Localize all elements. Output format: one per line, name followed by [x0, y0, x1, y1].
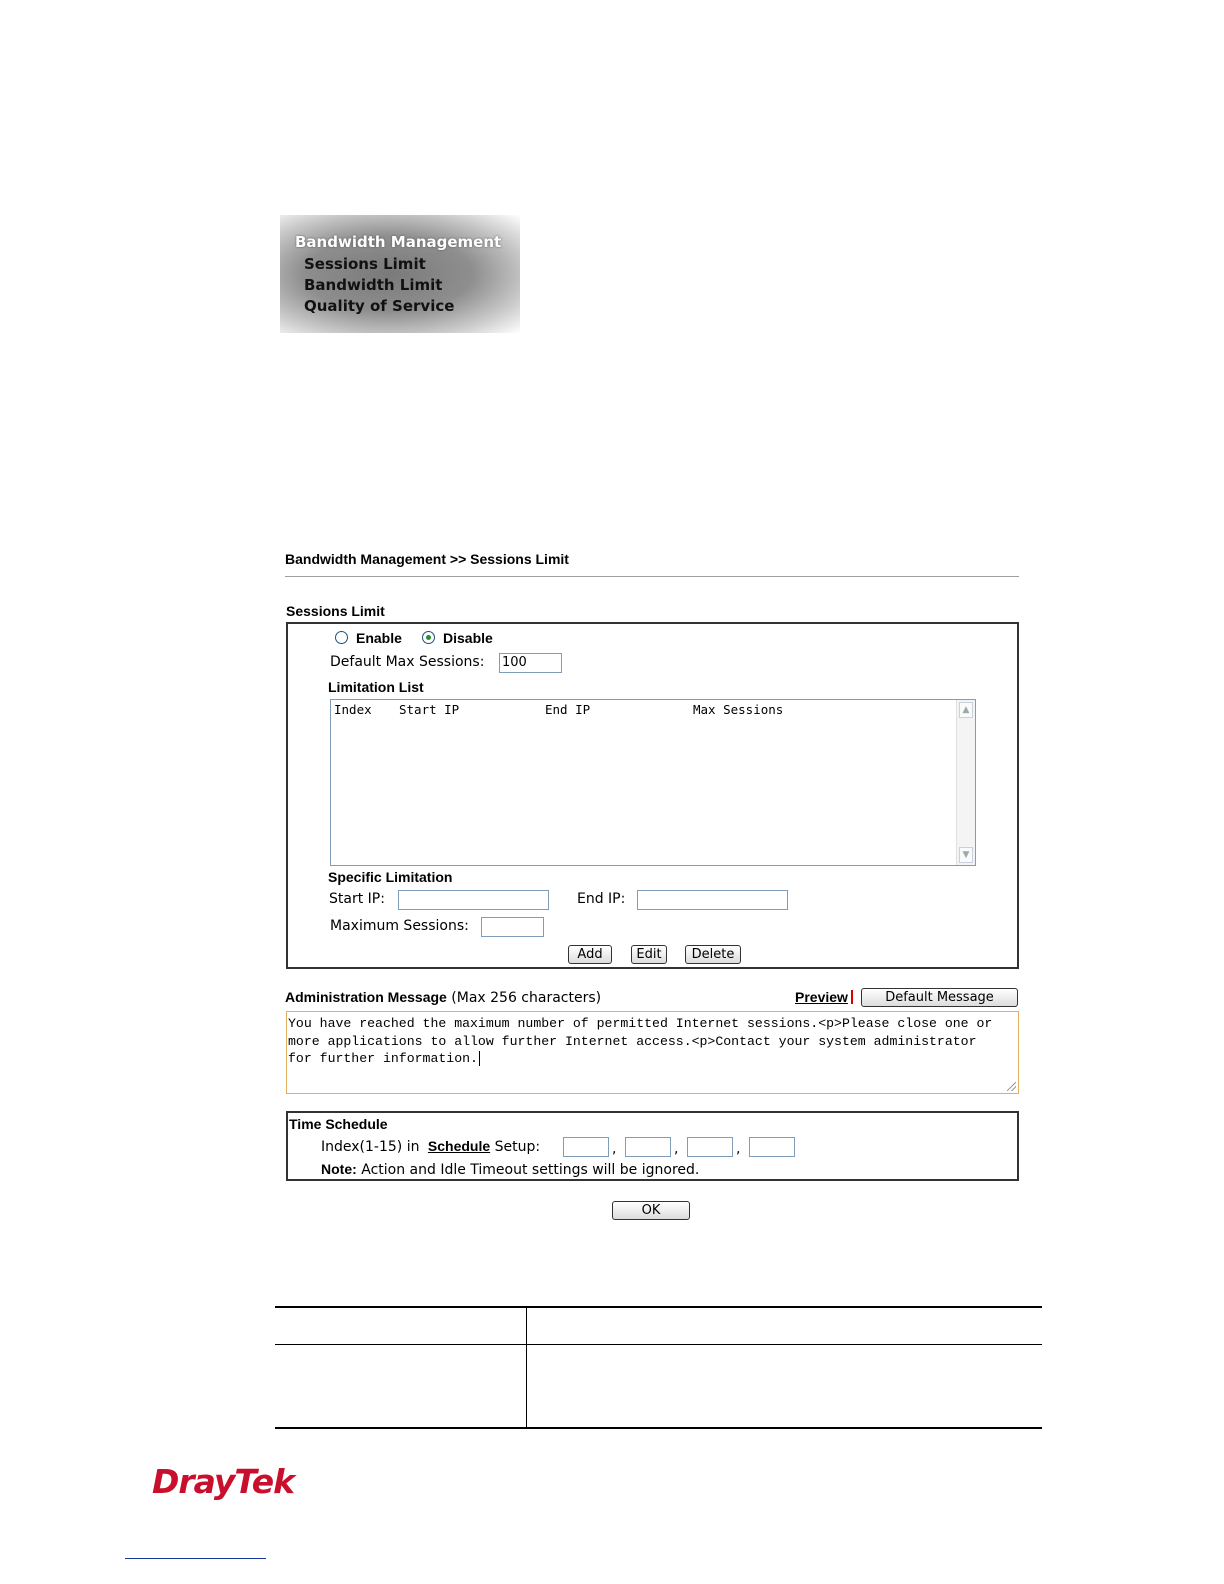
table-column-divider [526, 1306, 527, 1429]
end-ip-input[interactable] [637, 890, 788, 910]
comma-separator: , [736, 1141, 741, 1157]
preview-divider [851, 990, 853, 1004]
limitation-list[interactable] [330, 699, 976, 866]
comma-separator: , [674, 1141, 679, 1157]
admin-message-textarea[interactable] [286, 1011, 1019, 1094]
list-scrollbar[interactable] [956, 700, 975, 865]
delete-button[interactable]: Delete [685, 945, 741, 964]
list-col-end-ip: End IP [545, 702, 591, 717]
admin-message-line-3: for further information. [288, 1051, 478, 1066]
admin-message-hint: (Max 256 characters) [451, 990, 602, 1006]
schedule-note [321, 1161, 699, 1178]
resize-grip-icon[interactable] [1007, 1082, 1016, 1091]
schedule-index-2-input[interactable] [625, 1137, 671, 1157]
admin-message-label: Administration Message [285, 989, 447, 1005]
list-col-max-sessions: Max Sessions [693, 702, 784, 717]
specific-limitation-label: Specific Limitation [328, 869, 453, 885]
admin-message-line-2: more applications to allow further Internet access.<p>Contact your system administrator [288, 1033, 977, 1049]
time-schedule-box [286, 1111, 1019, 1181]
edit-button[interactable]: Edit [631, 945, 667, 964]
default-max-sessions-input[interactable]: 100 [499, 653, 562, 673]
note-text: Action and Idle Timeout settings will be ignored. [361, 1162, 700, 1178]
note-label: Note: [321, 1161, 357, 1177]
schedule-index-4-input[interactable] [749, 1137, 795, 1157]
list-col-start-ip: Start IP [399, 702, 460, 717]
title-divider [285, 576, 1019, 577]
time-schedule-label: Time Schedule [289, 1116, 388, 1132]
limitation-list-label: Limitation List [328, 679, 424, 695]
maximum-sessions-input[interactable] [481, 917, 544, 937]
menu-snippet [280, 215, 520, 333]
schedule-index-1-input[interactable] [563, 1137, 609, 1157]
ok-button[interactable]: OK [612, 1201, 690, 1220]
admin-message-text [288, 1015, 992, 1068]
draytek-logo: DrayTek [152, 1462, 295, 1501]
default-max-sessions-label: Default Max Sessions: [330, 654, 485, 670]
sessions-limit-label: Sessions Limit [286, 603, 385, 619]
page-title: Bandwidth Management >> Sessions Limit [285, 551, 569, 567]
sessions-limit-box [286, 622, 1019, 969]
menu-item-bandwidth-limit[interactable]: Bandwidth Limit [304, 276, 443, 294]
comma-separator: , [612, 1141, 617, 1157]
schedule-index-3-input[interactable] [687, 1137, 733, 1157]
table-header-rule [275, 1344, 1042, 1345]
menu-item-quality-of-service[interactable]: Quality of Service [304, 297, 455, 315]
menu-header[interactable]: Bandwidth Management [295, 233, 502, 251]
schedule-index-prefix: Index(1-15) in [321, 1139, 420, 1155]
table-top-rule [275, 1306, 1042, 1308]
admin-message-header [285, 989, 601, 1006]
start-ip-label: Start IP: [329, 891, 385, 907]
maximum-sessions-label: Maximum Sessions: [330, 918, 469, 934]
start-ip-input[interactable] [398, 890, 549, 910]
menu-item-sessions-limit[interactable]: Sessions Limit [304, 255, 426, 273]
preview-link[interactable]: Preview [795, 989, 848, 1005]
enable-label: Enable [356, 630, 402, 646]
scroll-up-icon[interactable]: ▲ [959, 702, 973, 718]
disable-label: Disable [443, 630, 493, 646]
footer-rule [125, 1558, 266, 1559]
end-ip-label: End IP: [577, 891, 626, 907]
enable-radio[interactable] [335, 631, 348, 644]
table-bottom-rule [275, 1427, 1042, 1429]
disable-radio[interactable] [422, 631, 435, 644]
list-col-index: Index [334, 702, 372, 717]
default-message-button[interactable]: Default Message [861, 988, 1018, 1007]
admin-message-line-1: You have reached the maximum number of permitted Internet sessions.<p>Please close one or [288, 1016, 993, 1031]
schedule-setup-suffix: Setup: [494, 1139, 541, 1155]
schedule-link[interactable]: Schedule [427, 1138, 491, 1154]
add-button[interactable]: Add [568, 945, 612, 964]
scroll-down-icon[interactable]: ▼ [959, 847, 973, 863]
schedule-index-row [321, 1138, 540, 1155]
